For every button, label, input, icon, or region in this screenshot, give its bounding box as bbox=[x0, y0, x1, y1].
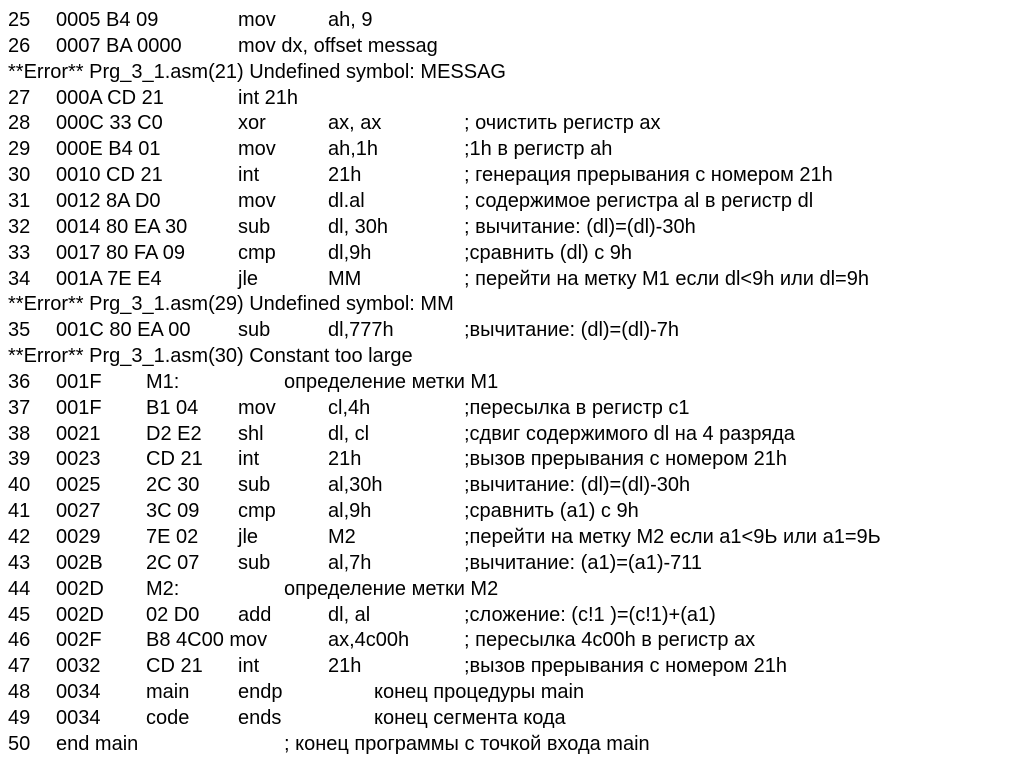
operands: 21h bbox=[328, 655, 362, 678]
line-number: 42 bbox=[8, 526, 31, 548]
operands: al,30h bbox=[328, 474, 383, 497]
label-note: ; конец программы с точкой входа main bbox=[284, 732, 650, 755]
machine-code: M2: bbox=[146, 577, 180, 600]
comment: ;сравнить (dl) с 9h bbox=[464, 241, 633, 264]
listing-line bbox=[0, 446, 1023, 472]
operands: 21h bbox=[328, 164, 362, 187]
operands: 21h bbox=[328, 448, 362, 471]
listing-line bbox=[0, 136, 1023, 162]
line-number: 27 bbox=[8, 86, 31, 109]
address: 000E B4 01 bbox=[56, 138, 161, 161]
operands: al,9h bbox=[328, 500, 372, 523]
machine-code: CD 21 bbox=[146, 655, 203, 678]
machine-code: main bbox=[146, 681, 190, 704]
error-line bbox=[0, 343, 1023, 369]
mnemonic: jle bbox=[238, 526, 259, 548]
mnemonic: sub bbox=[238, 474, 271, 497]
mnemonic: shl bbox=[238, 422, 264, 445]
listing-line bbox=[0, 240, 1023, 266]
mnemonic: cmp bbox=[238, 500, 276, 523]
mnemonic: ends bbox=[238, 706, 282, 729]
line-number: 48 bbox=[8, 681, 31, 704]
line-number: 35 bbox=[8, 319, 31, 342]
line-number: 34 bbox=[8, 267, 31, 290]
listing-line bbox=[0, 369, 1023, 395]
comment: ;сравнить (а1) с 9h bbox=[464, 500, 639, 523]
machine-code: 02 D0 bbox=[146, 603, 200, 626]
line-number: 31 bbox=[8, 189, 31, 212]
address: 0025 bbox=[56, 474, 101, 497]
line-number: 47 bbox=[8, 655, 31, 678]
operands: cl,4h bbox=[328, 396, 371, 419]
comment: ;вычитание: (dl)=(dl)-30h bbox=[464, 474, 691, 497]
error-message: **Error** Prg_3_1.asm(29) Undefined symbol: MM bbox=[8, 293, 454, 316]
mnemonic: int bbox=[238, 164, 260, 187]
label-note: определение метки M1 bbox=[284, 370, 499, 393]
operands: M2 bbox=[328, 526, 356, 548]
machine-code: 2C 30 bbox=[146, 474, 200, 497]
listing-line bbox=[0, 317, 1023, 343]
mnemonic: int 21h bbox=[238, 86, 299, 109]
operands: ax, ax bbox=[328, 112, 382, 135]
listing-line bbox=[0, 550, 1023, 576]
listing-line bbox=[0, 472, 1023, 498]
machine-code: M1: bbox=[146, 370, 180, 393]
address: 002D bbox=[56, 603, 104, 626]
listing-line bbox=[0, 576, 1023, 602]
address: 0007 BA 0000 bbox=[56, 34, 182, 57]
mnemonic: jle bbox=[238, 267, 259, 290]
machine-code: B1 04 bbox=[146, 396, 199, 419]
comment: ; очистить регистр ах bbox=[464, 112, 661, 135]
listing-line bbox=[0, 110, 1023, 136]
comment: конец сегмента кода bbox=[374, 706, 566, 729]
line-number: 29 bbox=[8, 138, 31, 161]
address: 000A CD 21 bbox=[56, 86, 164, 109]
address: 000C 33 C0 bbox=[56, 112, 163, 135]
comment: конец процедуры main bbox=[374, 681, 585, 704]
mnemonic: cmp bbox=[238, 241, 276, 264]
comment: ;вычитание: (dl)=(dl)-7h bbox=[464, 319, 680, 342]
line-number: 32 bbox=[8, 215, 31, 238]
line-number: 28 bbox=[8, 112, 31, 135]
line-number: 33 bbox=[8, 241, 31, 264]
comment: ;вычитание: (а1)=(а1)-711 bbox=[464, 551, 703, 574]
mnemonic: mov bbox=[238, 9, 276, 31]
address: 0027 bbox=[56, 500, 101, 523]
error-line bbox=[0, 291, 1023, 317]
address: 0034 bbox=[56, 706, 101, 729]
machine-code: 3C 09 bbox=[146, 500, 200, 523]
listing-line bbox=[0, 7, 1023, 33]
mnemonic: xor bbox=[238, 112, 266, 135]
operands: al,7h bbox=[328, 551, 372, 574]
machine-code: 2C 07 bbox=[146, 551, 200, 574]
mnemonic: sub bbox=[238, 551, 271, 574]
mnemonic: mov bbox=[238, 396, 276, 419]
listing-line bbox=[0, 162, 1023, 188]
machine-code: code bbox=[146, 706, 190, 729]
address: 0017 80 FA 09 bbox=[56, 241, 186, 264]
mnemonic: mov dx, offset messag bbox=[238, 34, 438, 57]
comment: ;перейти на метку М2 если а1<9Ь или а1=9Ь bbox=[464, 526, 881, 548]
listing-line bbox=[0, 731, 1023, 757]
comment: ;вызов прерывания с номером 21h bbox=[464, 448, 788, 471]
line-number: 44 bbox=[8, 577, 31, 600]
line-number: 40 bbox=[8, 474, 31, 497]
address: 0012 8A D0 bbox=[56, 189, 161, 212]
comment: ;сложение: (с!1 )=(с!1)+(а1) bbox=[464, 603, 716, 626]
mnemonic: int bbox=[238, 655, 260, 678]
operands: dl, cl bbox=[328, 422, 370, 445]
comment: ;пересылка в регистр с1 bbox=[464, 396, 690, 419]
line-number: 25 bbox=[8, 9, 31, 31]
address: 0005 B4 09 bbox=[56, 9, 159, 31]
address: 0029 bbox=[56, 526, 101, 548]
comment: ;сдвиг содержимого dl на 4 разряда bbox=[464, 422, 795, 445]
address: 001C 80 EA 00 bbox=[56, 319, 191, 342]
listing-line bbox=[0, 33, 1023, 59]
listing-line bbox=[0, 627, 1023, 653]
listing-line bbox=[0, 679, 1023, 705]
line-number: 39 bbox=[8, 448, 31, 471]
machine-code: B8 4C00 mov bbox=[146, 629, 268, 652]
listing-line bbox=[0, 188, 1023, 214]
line-number: 41 bbox=[8, 500, 31, 523]
mnemonic: mov bbox=[238, 138, 276, 161]
line-number: 46 bbox=[8, 629, 31, 652]
listing-line bbox=[0, 705, 1023, 731]
operands: ah,1h bbox=[328, 138, 379, 161]
operands: dl,777h bbox=[328, 319, 394, 342]
comment: ; перейти на метку M1 если dl<9h или dl=9h bbox=[464, 267, 869, 290]
address: 0021 bbox=[56, 422, 101, 445]
address: 0010 CD 21 bbox=[56, 164, 163, 187]
operands: ax,4c00h bbox=[328, 629, 410, 652]
line-number: 37 bbox=[8, 396, 31, 419]
line-number: 43 bbox=[8, 551, 31, 574]
address: 0023 bbox=[56, 448, 101, 471]
machine-code: D2 E2 bbox=[146, 422, 202, 445]
line-number: 49 bbox=[8, 706, 31, 729]
comment: ;вызов прерывания с номером 21h bbox=[464, 655, 788, 678]
address: 001A 7E E4 bbox=[56, 267, 162, 290]
mnemonic: endp bbox=[238, 681, 283, 704]
line-number: 45 bbox=[8, 603, 31, 626]
address: 001F bbox=[56, 396, 102, 419]
operands: dl,9h bbox=[328, 241, 372, 264]
comment: ;1h в регистр ah bbox=[464, 138, 613, 161]
line-number: 30 bbox=[8, 164, 31, 187]
machine-code: CD 21 bbox=[146, 448, 203, 471]
line-number: 36 bbox=[8, 370, 31, 393]
address: 0014 80 EA 30 bbox=[56, 215, 188, 238]
listing-line bbox=[0, 395, 1023, 421]
line-number: 50 bbox=[8, 732, 31, 755]
listing-line bbox=[0, 653, 1023, 679]
address: 002B bbox=[56, 551, 103, 574]
comment: ; вычитание: (dl)=(dl)-30h bbox=[464, 215, 696, 238]
error-message: **Error** Prg_3_1.asm(21) Undefined symbol: MESSAG bbox=[8, 60, 506, 83]
listing-line bbox=[0, 421, 1023, 447]
mnemonic: sub bbox=[238, 319, 271, 342]
machine-code: 7E 02 bbox=[146, 526, 199, 548]
mnemonic: int bbox=[238, 448, 260, 471]
listing-line bbox=[0, 266, 1023, 292]
line-number: 38 bbox=[8, 422, 31, 445]
error-line bbox=[0, 59, 1023, 85]
operands: dl, 30h bbox=[328, 215, 389, 238]
address: 001F bbox=[56, 370, 102, 393]
operands: ah, 9 bbox=[328, 9, 373, 31]
operands: MM bbox=[328, 267, 362, 290]
address: 002F bbox=[56, 629, 102, 652]
address: 0034 bbox=[56, 681, 101, 704]
address: end main bbox=[56, 732, 139, 755]
operands: dl, al bbox=[328, 603, 371, 626]
operands: dl.al bbox=[328, 189, 365, 212]
comment: ; генерация прерывания с номером 21h bbox=[464, 164, 833, 187]
label-note: определение метки M2 bbox=[284, 577, 499, 600]
mnemonic: sub bbox=[238, 215, 271, 238]
address: 0032 bbox=[56, 655, 101, 678]
listing-line bbox=[0, 214, 1023, 240]
mnemonic: add bbox=[238, 603, 272, 626]
listing-line bbox=[0, 498, 1023, 524]
listing-line bbox=[0, 85, 1023, 111]
error-message: **Error** Prg_3_1.asm(30) Constant too large bbox=[8, 345, 413, 368]
comment: ; содержимое регистра al в регистр dl bbox=[464, 189, 814, 212]
mnemonic: mov bbox=[238, 189, 276, 212]
listing-line bbox=[0, 524, 1023, 550]
address: 002D bbox=[56, 577, 104, 600]
comment: ; пересылка 4c00h в регистр ах bbox=[464, 629, 756, 652]
line-number: 26 bbox=[8, 34, 31, 57]
listing-line bbox=[0, 602, 1023, 628]
